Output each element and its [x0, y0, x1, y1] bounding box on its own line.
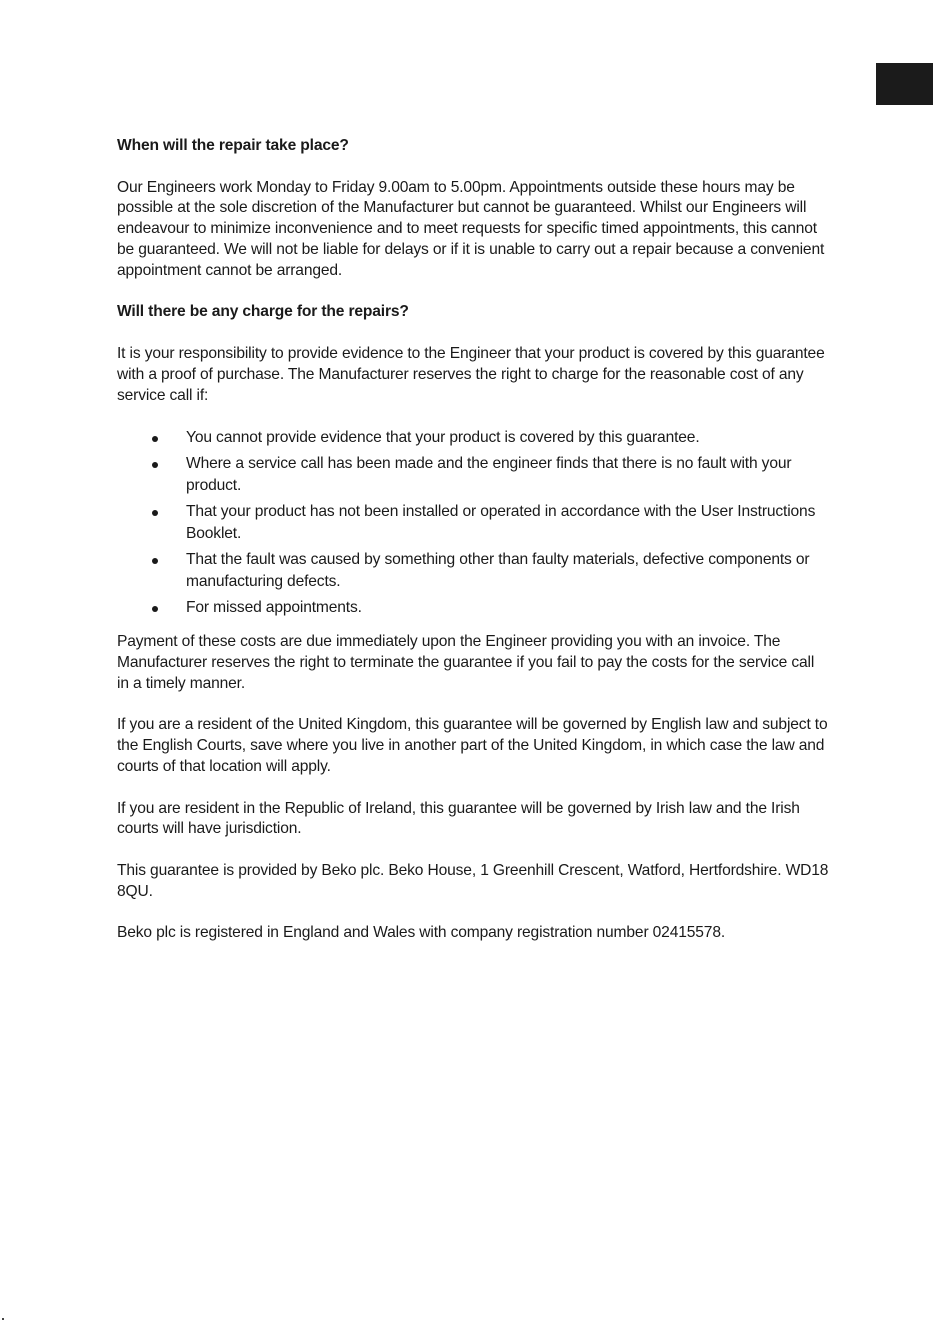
payment-paragraph: Payment of these costs are due immediately upon the Engineer providing you with an invoice. The Manufacturer reserves the right to terminate the guarantee if you fail to pay the costs for the service call in a timely manner. [117, 633, 815, 692]
uk-law-paragraph: If you are a resident of the United Kingdom, this guarantee will be governed by English law and subject to the English Courts, save where you live in another part of the United Kingdom, in which case the law and courts of that location will apply. [117, 716, 828, 775]
repair-paragraph: Our Engineers work Monday to Friday 9.00am to 5.00pm. Appointments outside these hours may be possible at the sole discretion of the Manufacturer but cannot be guaranteed. Whilst our Engineers will endeavour to minimize inconvenience and to meet requests for specific timed appointments, this cannot be guaranteed. We will not be liable for delays or if it is unable to carry out a repair because a convenient appointment cannot be arranged. [117, 178, 825, 279]
charge-heading: Will there be any charge for the repairs? [117, 303, 409, 321]
bullet-icon [152, 510, 158, 516]
repair-heading: When will the repair take place? [117, 137, 349, 154]
list-item [117, 427, 816, 450]
provider-paragraph: This guarantee is provided by Beko plc. Beko House, 1 Greenhill Crescent, Watford, Hertfordshire. WD18 8QU. [117, 861, 829, 900]
list-item-text: Where a service call has been made and the engineer finds that there is no fault with your product. [186, 454, 792, 495]
bullet-icon [152, 606, 158, 612]
page-corner-mark [2, 1318, 4, 1320]
list-item-text: That your product has not been installed or operated in accordance with the User Instructions Booklet. [186, 502, 816, 543]
charge-paragraph: It is your responsibility to provide evidence to the Engineer that your product is covered by this guarantee with a proof of purchase. The Manufacturer reserves the right to charge for the reasonable cost of any service call if: [117, 344, 825, 404]
bullet-icon [152, 462, 158, 468]
ireland-law-paragraph: If you are resident in the Republic of Ireland, this guarantee will be governed by Irish law and the Irish courts will have jurisdiction. [117, 799, 800, 838]
list-item-text: You cannot provide evidence that your product is covered by this guarantee. [186, 429, 700, 447]
list-item-text: For missed appointments. [186, 598, 362, 616]
registration-paragraph: Beko plc is registered in England and Wales with company registration number 02415578. [117, 924, 726, 942]
list-item [117, 597, 816, 620]
charge-bullet-list [117, 427, 829, 619]
list-item [117, 501, 816, 546]
bullet-icon [152, 558, 158, 564]
guarantee-text [117, 136, 829, 965]
list-item [117, 453, 816, 498]
bullet-icon [152, 436, 158, 442]
list-item-text: That the fault was caused by something other than faulty materials, defective components or manufacturing defects. [186, 550, 810, 591]
language-tab-marker [876, 63, 933, 105]
list-item [117, 549, 816, 594]
